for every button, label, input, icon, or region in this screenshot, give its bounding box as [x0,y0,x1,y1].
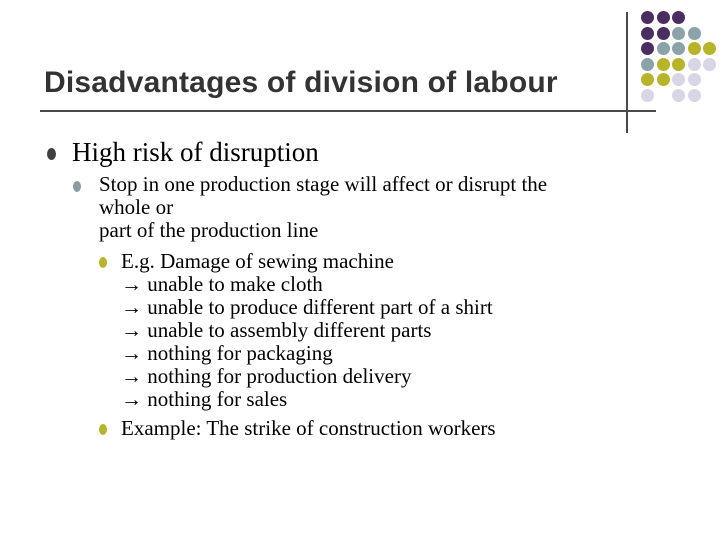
decorative-dot [657,42,670,55]
title-underline [40,110,656,112]
decorative-dot [703,42,716,55]
bullet-marker-level3 [99,257,107,268]
sub-bullet-1-line-3: → unable to produce different part of a shirt [121,295,493,319]
slide-title: Disadvantages of division of labour [44,66,558,99]
decorative-dot [657,73,670,86]
sub-bullet-1-line-2: → unable to make cloth [121,272,323,296]
decorative-dot [641,11,654,24]
decorative-dot [641,58,654,71]
decorative-dot [657,58,670,71]
decorative-dot [672,11,685,24]
bullet-marker-level3 [99,424,107,435]
decorative-dot [657,11,670,24]
decorative-dot [672,89,685,102]
decorative-dot [641,89,654,102]
decorative-dot [688,73,701,86]
decorative-dot [641,27,654,40]
bullet-level2-line-1: Stop in one production stage will affect or disrupt the [99,172,548,196]
corner-vertical-rule [626,12,628,133]
bullet-level2-line-3: part of the production line [99,218,319,242]
bullet-marker-level1 [47,148,56,160]
sub-bullet-1-line-1: E.g. Damage of sewing machine [121,249,394,273]
decorative-dot [688,27,701,40]
bullet-level1-text: High risk of disruption [72,137,319,167]
decorative-dot [657,27,670,40]
decorative-dot [672,42,685,55]
decorative-dot [688,58,701,71]
decorative-dot [641,42,654,55]
sub-bullet-1-line-4: → unable to assembly different parts [121,318,432,342]
decorative-dot [688,89,701,102]
bullet-marker-level2 [73,181,81,192]
decorative-dot [688,42,701,55]
sub-bullet-2-text: Example: The strike of construction workers [121,416,496,440]
decorative-dot [641,73,654,86]
decorative-dot [672,27,685,40]
sub-bullet-1-line-7: → nothing for sales [121,387,288,411]
decorative-dot [672,58,685,71]
bullet-level2-line-2: whole or [99,195,174,219]
decorative-dot [703,58,716,71]
decorative-dot [672,73,685,86]
sub-bullet-1-line-6: → nothing for production delivery [121,364,412,388]
sub-bullet-1-line-5: → nothing for packaging [121,341,333,365]
